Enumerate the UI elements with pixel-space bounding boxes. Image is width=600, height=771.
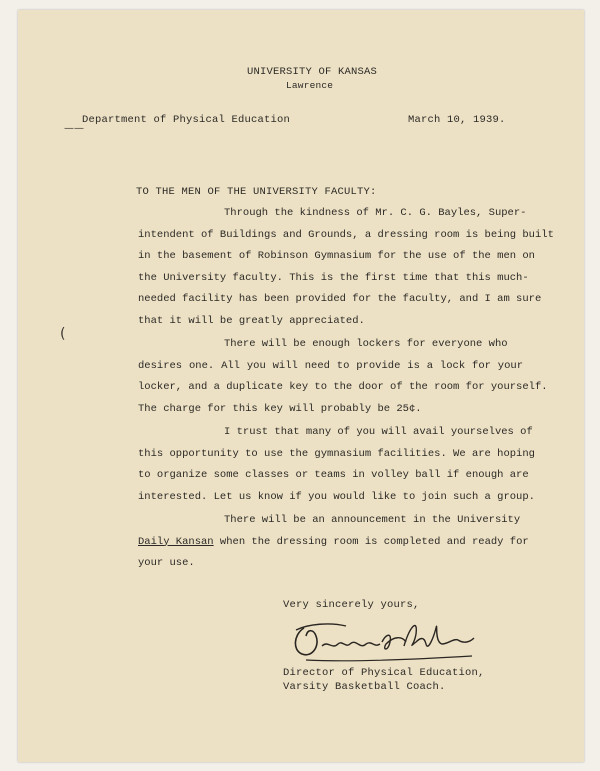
margin-dash-mark: —— (64, 123, 84, 134)
paragraph-line: this opportunity to use the gymnasium facilities. We are hoping (138, 447, 535, 460)
paragraph-2 (138, 334, 548, 420)
paragraph-line: needed facility has been provided for the faculty, and I am sure (138, 293, 542, 305)
paragraph-line: The charge for this key will probably be 25¢. (138, 402, 422, 415)
signer-title-1: Director of Physical Education, (283, 667, 485, 679)
signature-text: Forrest C. Allen (86, 406, 96, 407)
letter-page (18, 10, 584, 762)
paragraph-line: your use. (138, 557, 195, 569)
letter-date: March 10, 1939. (408, 114, 506, 126)
paragraph-line: the University faculty. This is the first time that this much- (138, 271, 529, 284)
paragraph-line: interested. Let us know if you would like to join such a group. (138, 490, 535, 503)
letterhead-city: Lawrence (286, 80, 334, 91)
paragraph-4 (138, 510, 529, 575)
paragraph-line: desires one. All you will need to provide is a lock for your (138, 359, 523, 372)
paragraph-line: that it will be greatly appreciated. (138, 314, 365, 327)
paragraph-line (138, 532, 529, 554)
complimentary-close: Very sincerely yours, (283, 599, 420, 611)
department-name: Department of Physical Education (82, 114, 291, 126)
paragraph-line: in the basement of Robinson Gymnasium for the use of the men on (138, 250, 535, 262)
paragraph-3 (138, 422, 535, 508)
paragraph-line: There will be an announcement in the University (224, 514, 521, 526)
paragraph-line: locker, and a duplicate key to the door of the room for yourself. (138, 381, 548, 393)
paragraph-line: to organize some classes or teams in volley ball if enough are (138, 469, 529, 481)
margin-paren-mark: ( (60, 326, 66, 342)
salutation: TO THE MEN OF THE UNIVERSITY FACULTY: (136, 186, 377, 198)
paragraph-line: Through the kindness of Mr. C. G. Bayles, Super- (224, 207, 527, 219)
paragraph-line-rest: when the dressing room is completed and ready for (213, 535, 529, 548)
paragraph-line: I trust that many of you will avail yourselves of (224, 426, 533, 438)
letterhead-university: UNIVERSITY OF KANSAS (247, 66, 378, 78)
newspaper-name: Daily Kansan (138, 535, 214, 548)
paragraph-1 (138, 203, 554, 332)
paragraph-line: There will be enough lockers for everyone who (224, 338, 508, 350)
paragraph-line: intendent of Buildings and Grounds, a dressing room is being built (138, 228, 554, 241)
signer-title-2: Varsity Basketball Coach. (283, 681, 446, 693)
